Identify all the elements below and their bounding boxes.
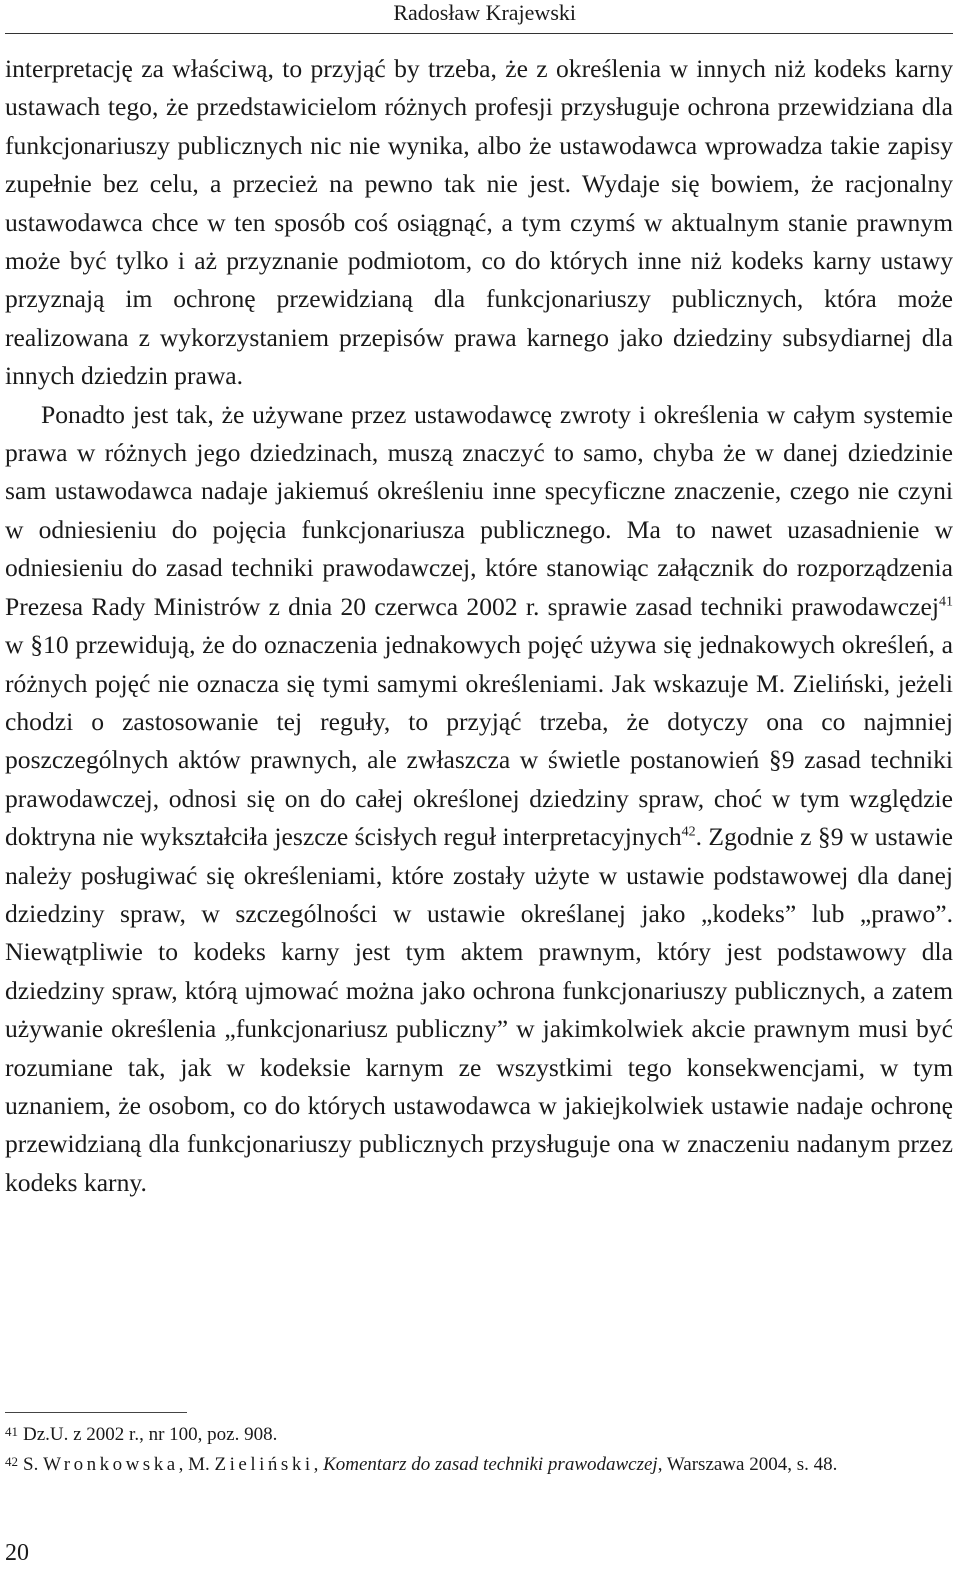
footnote-title: Komentarz do zasad techniki prawodawczej	[323, 1454, 658, 1475]
footnote-prefix: S.	[23, 1454, 44, 1475]
footnote-ref-41[interactable]: 41	[939, 594, 953, 610]
running-header: Radosław Krajewski	[393, 0, 576, 25]
footnote-separator	[5, 1412, 187, 1413]
footnote-mid: , M.	[178, 1454, 215, 1475]
paragraph-2-text-b: w §10 przewidują, że do oznaczenia jednakowych pojęć używa się jednakowych określeń, a różnych pojęć nie oznacza się tymi samymi określeniami. Jak wskazuje M. Zieliński, jeżeli chodzi o zastosowanie tej reguły, to przyjąć trzeba, że dotyczy ona co najmniej poszczególnych aktów prawnych, ale zwłaszcza w świetle postanowień §9 zasad techniki prawodawczej, odnosi się on do całej określonej dziedziny spraw, choć w tym względzie doktryna nie wykształciła jeszcze ścisłych reguł interpretacyjnych	[5, 630, 953, 852]
page-number: 20	[5, 1540, 29, 1566]
paragraph-1	[5, 50, 953, 396]
footnote-42	[5, 1450, 953, 1480]
paragraph-2-text-c: . Zgodnie z §9 w ustawie należy posługiwać się określeniami, które zostały użyte w ustawie podstawowej dla danej dziedziny spraw, w szczególności w ustawie określanej jako „kodeks” lub „prawo”. Niewątpliwie to kodeks karny jest tym aktem prawnym, który jest podstawowy dla dziedziny spraw, którą ujmować można jako ochrona funkcjonariuszy publicznych, a zatem używanie określenia „funkcjonariusz publiczny” w jakimkolwiek akcie prawnym musi być rozumiane tak, jak w kodeksie karnym ze wszystkimi tego konsekwencjami, w tym uznaniem, że osobom, co do których ustawodawca w jakiejkolwiek ustawie nadaje ochronę przewidzianą dla funkcjonariuszy publicznych przysługuje ona w znaczeniu nadanym przez kodeks karny.	[5, 822, 953, 1197]
footnote-text: Dz.U. z 2002 r., nr 100, poz. 908.	[23, 1424, 278, 1445]
footnote-suffix: , Warszawa 2004, s. 48.	[657, 1454, 838, 1475]
footnote-author-1: Wronkowska	[43, 1454, 179, 1475]
paragraph-2-text-a: Ponadto jest tak, że używane przez ustawodawcę zwroty i określenia w całym systemie prawa w różnych jego dziedzinach, muszą znaczyć to samo, chyba że w danej dziedzinie sam ustawodawca nadaje jakiemuś określeniu inne specyficzne znaczenie, czego nie czyni w odniesieniu do pojęcia funkcjonariusza publicznego. Ma to nawet uzasadnienie w odniesieniu do zasad techniki prawodawczej, które stanowiąc załącznik do rozporządzenia Prezesa Rady Ministrów z dnia 20 czerwca 2002 r. sprawie zasad techniki prawodawczej	[5, 399, 953, 621]
footnote-number: 42	[5, 1454, 18, 1469]
footnote-sep: ,	[313, 1454, 324, 1475]
header-rule	[5, 33, 953, 34]
footnote-author-2: Zieliński	[214, 1454, 314, 1475]
paragraph-1-text: interpretację za właściwą, to przyjąć by trzeba, że z określenia w innych niż kodeks karny ustawach tego, że przedstawicielom różnych profesji przysługuje ochrona przewidziana dla funkcjonariuszy publicznych nic nie wynika, albo że ustawodawca wprowadza takie zapisy zupełnie bez celu, a przecież na pewno tak nie jest. Wydaje się bowiem, że racjonalny ustawodawca chce w ten sposób coś osiągnąć, a tym czymś w aktualnym stanie prawnym może być tylko i aż przyznanie podmiotom, co do których inne niż kodeks karny ustawy przyznają im ochronę przewidzianą dla funkcjonariuszy publicznych, która może realizowana z wykorzystaniem przepisów prawa karnego jako dziedziny subsydiarnej dla innych dziedzin prawa.	[5, 54, 953, 391]
footnote-41	[5, 1420, 953, 1450]
footnotes	[5, 1420, 953, 1480]
footnote-number: 41	[5, 1424, 18, 1439]
footnote-ref-42[interactable]: 42	[681, 824, 696, 840]
body-text	[5, 50, 953, 1202]
paragraph-2	[5, 396, 953, 1203]
